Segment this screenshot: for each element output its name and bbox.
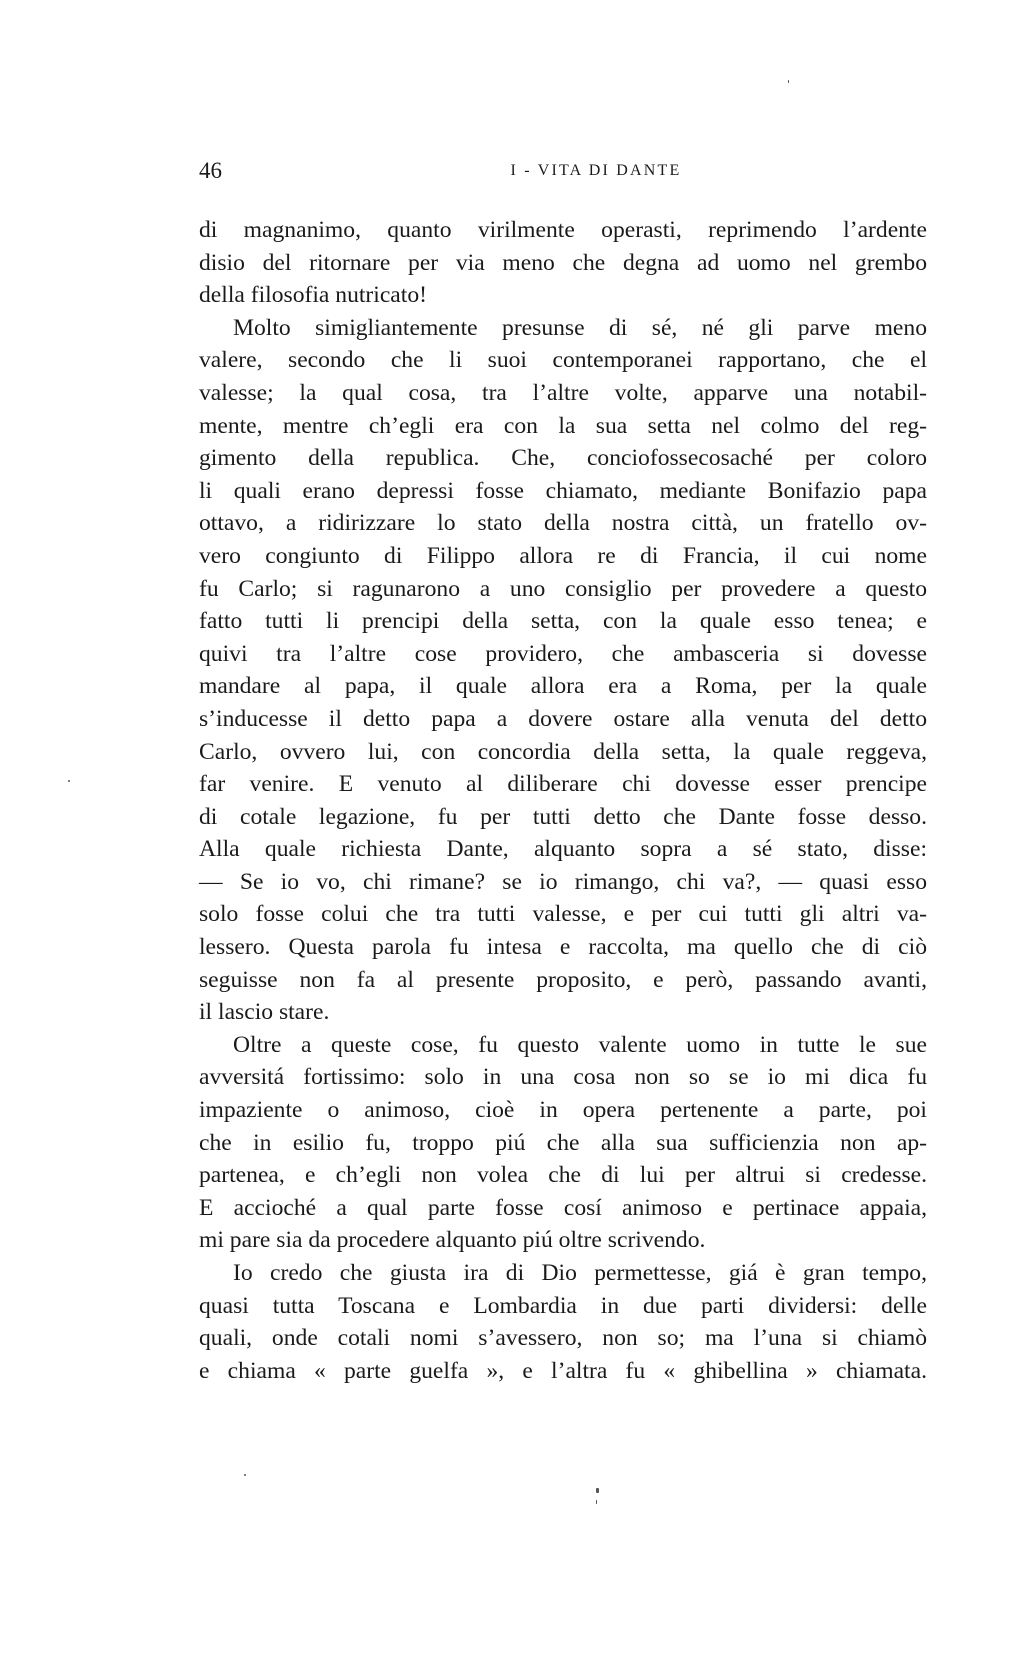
text-line: fu Carlo; si ragunarono a uno consiglio per provedere a questo bbox=[199, 575, 927, 602]
text-line: e chiama « parte guelfa », e l’altra fu « ghibellina » chiamata. bbox=[199, 1357, 927, 1384]
text-line: li quali erano depressi fosse chiamato, mediante Bonifazio papa bbox=[199, 477, 927, 504]
text-line: valere, secondo che li suoi contemporanei rapportano, che el bbox=[199, 347, 927, 374]
text-line: lessero. Questa parola fu intesa e raccolta, ma quello che di ciò bbox=[199, 934, 927, 961]
text-line: solo fosse colui che tra tutti valesse, e per cui tutti gli altri va- bbox=[199, 901, 927, 928]
scan-speck bbox=[596, 1488, 599, 1493]
text-line: mandare al papa, il quale allora era a Roma, per la quale bbox=[199, 673, 927, 700]
scan-speck bbox=[68, 780, 70, 782]
text-line: mi pare sia da procedere alquanto piú oltre scrivendo. bbox=[199, 1227, 706, 1254]
text-line: della filosofia nutricato! bbox=[199, 282, 427, 309]
running-title: I - VITA DI DANTE bbox=[510, 162, 682, 179]
text-line: ottavo, a ridirizzare lo stato della nostra città, un fratello ov- bbox=[199, 510, 927, 537]
paragraph-3 bbox=[199, 1029, 927, 1257]
text-line: vero congiunto di Filippo allora re di Francia, il cui nome bbox=[199, 542, 927, 569]
text-line: Alla quale richiesta Dante, alquanto sopra a sé stato, disse: bbox=[199, 836, 927, 863]
scan-speck bbox=[788, 80, 789, 83]
text-line: partenea, e ch’egli non volea che di lui per altrui si credesse. bbox=[199, 1162, 927, 1189]
text-line: fatto tutti li prencipi della setta, con la quale esso tenea; e bbox=[199, 608, 927, 635]
text-line: che in esilio fu, troppo piú che alla sua sufficienzia non ap- bbox=[199, 1129, 927, 1156]
text-line: far venire. E venuto al diliberare chi dovesse esser prencipe bbox=[199, 771, 927, 798]
text-line: di cotale legazione, fu per tutti detto che Dante fosse desso. bbox=[199, 803, 927, 830]
text-line: — Se io vo, chi rimane? se io rimango, chi va?, — quasi esso bbox=[199, 868, 927, 895]
text-line: E accioché a qual parte fosse cosí animoso e pertinace appaia, bbox=[199, 1194, 927, 1221]
text-line: valesse; la qual cosa, tra l’altre volte, apparve una notabil- bbox=[199, 379, 927, 406]
text-line: Oltre a queste cose, fu questo valente uomo in tutte le sue bbox=[233, 1031, 927, 1058]
text-line: avversitá fortissimo: solo in una cosa non so se io mi dica fu bbox=[199, 1064, 927, 1091]
text-line: quasi tutta Toscana e Lombardia in due parti dividersi: delle bbox=[199, 1292, 927, 1319]
text-line: impaziente o animoso, cioè in opera pertenente a parte, poi bbox=[199, 1097, 927, 1124]
paragraph-2 bbox=[199, 312, 927, 1029]
text-line: disio del ritornare per via meno che degna ad uomo nel grembo bbox=[199, 249, 927, 276]
body-text bbox=[199, 214, 927, 1387]
scan-speck bbox=[244, 1474, 246, 1476]
text-line: di magnanimo, quanto virilmente operasti, reprimendo l’ardente bbox=[199, 217, 927, 243]
page-header bbox=[199, 156, 923, 186]
text-line: seguisse non fa al presente proposito, e però, passando avanti, bbox=[199, 966, 927, 993]
text-line: quivi tra l’altre cose providero, che ambasceria si dovesse bbox=[199, 640, 927, 667]
page-number: 46 bbox=[199, 158, 222, 183]
paragraph-1 bbox=[199, 214, 927, 312]
text-line: Molto simigliantemente presunse di sé, né gli parve meno bbox=[233, 314, 927, 341]
text-line: s’inducesse il detto papa a dovere ostare alla venuta del detto bbox=[199, 705, 927, 732]
text-line: mente, mentre ch’egli era con la sua setta nel colmo del reg- bbox=[199, 412, 927, 439]
text-line: quali, onde cotali nomi s’avessero, non so; ma l’una si chiamò bbox=[199, 1325, 927, 1352]
scan-speck bbox=[596, 1500, 597, 1504]
text-line: il lascio stare. bbox=[199, 999, 330, 1026]
text-line: Carlo, ovvero lui, con concordia della setta, la quale reggeva, bbox=[199, 738, 927, 765]
text-line: gimento della republica. Che, conciofossecosaché per coloro bbox=[199, 445, 927, 472]
text-line: Io credo che giusta ira di Dio permettesse, giá è gran tempo, bbox=[233, 1260, 927, 1286]
paragraph-4 bbox=[199, 1257, 927, 1387]
